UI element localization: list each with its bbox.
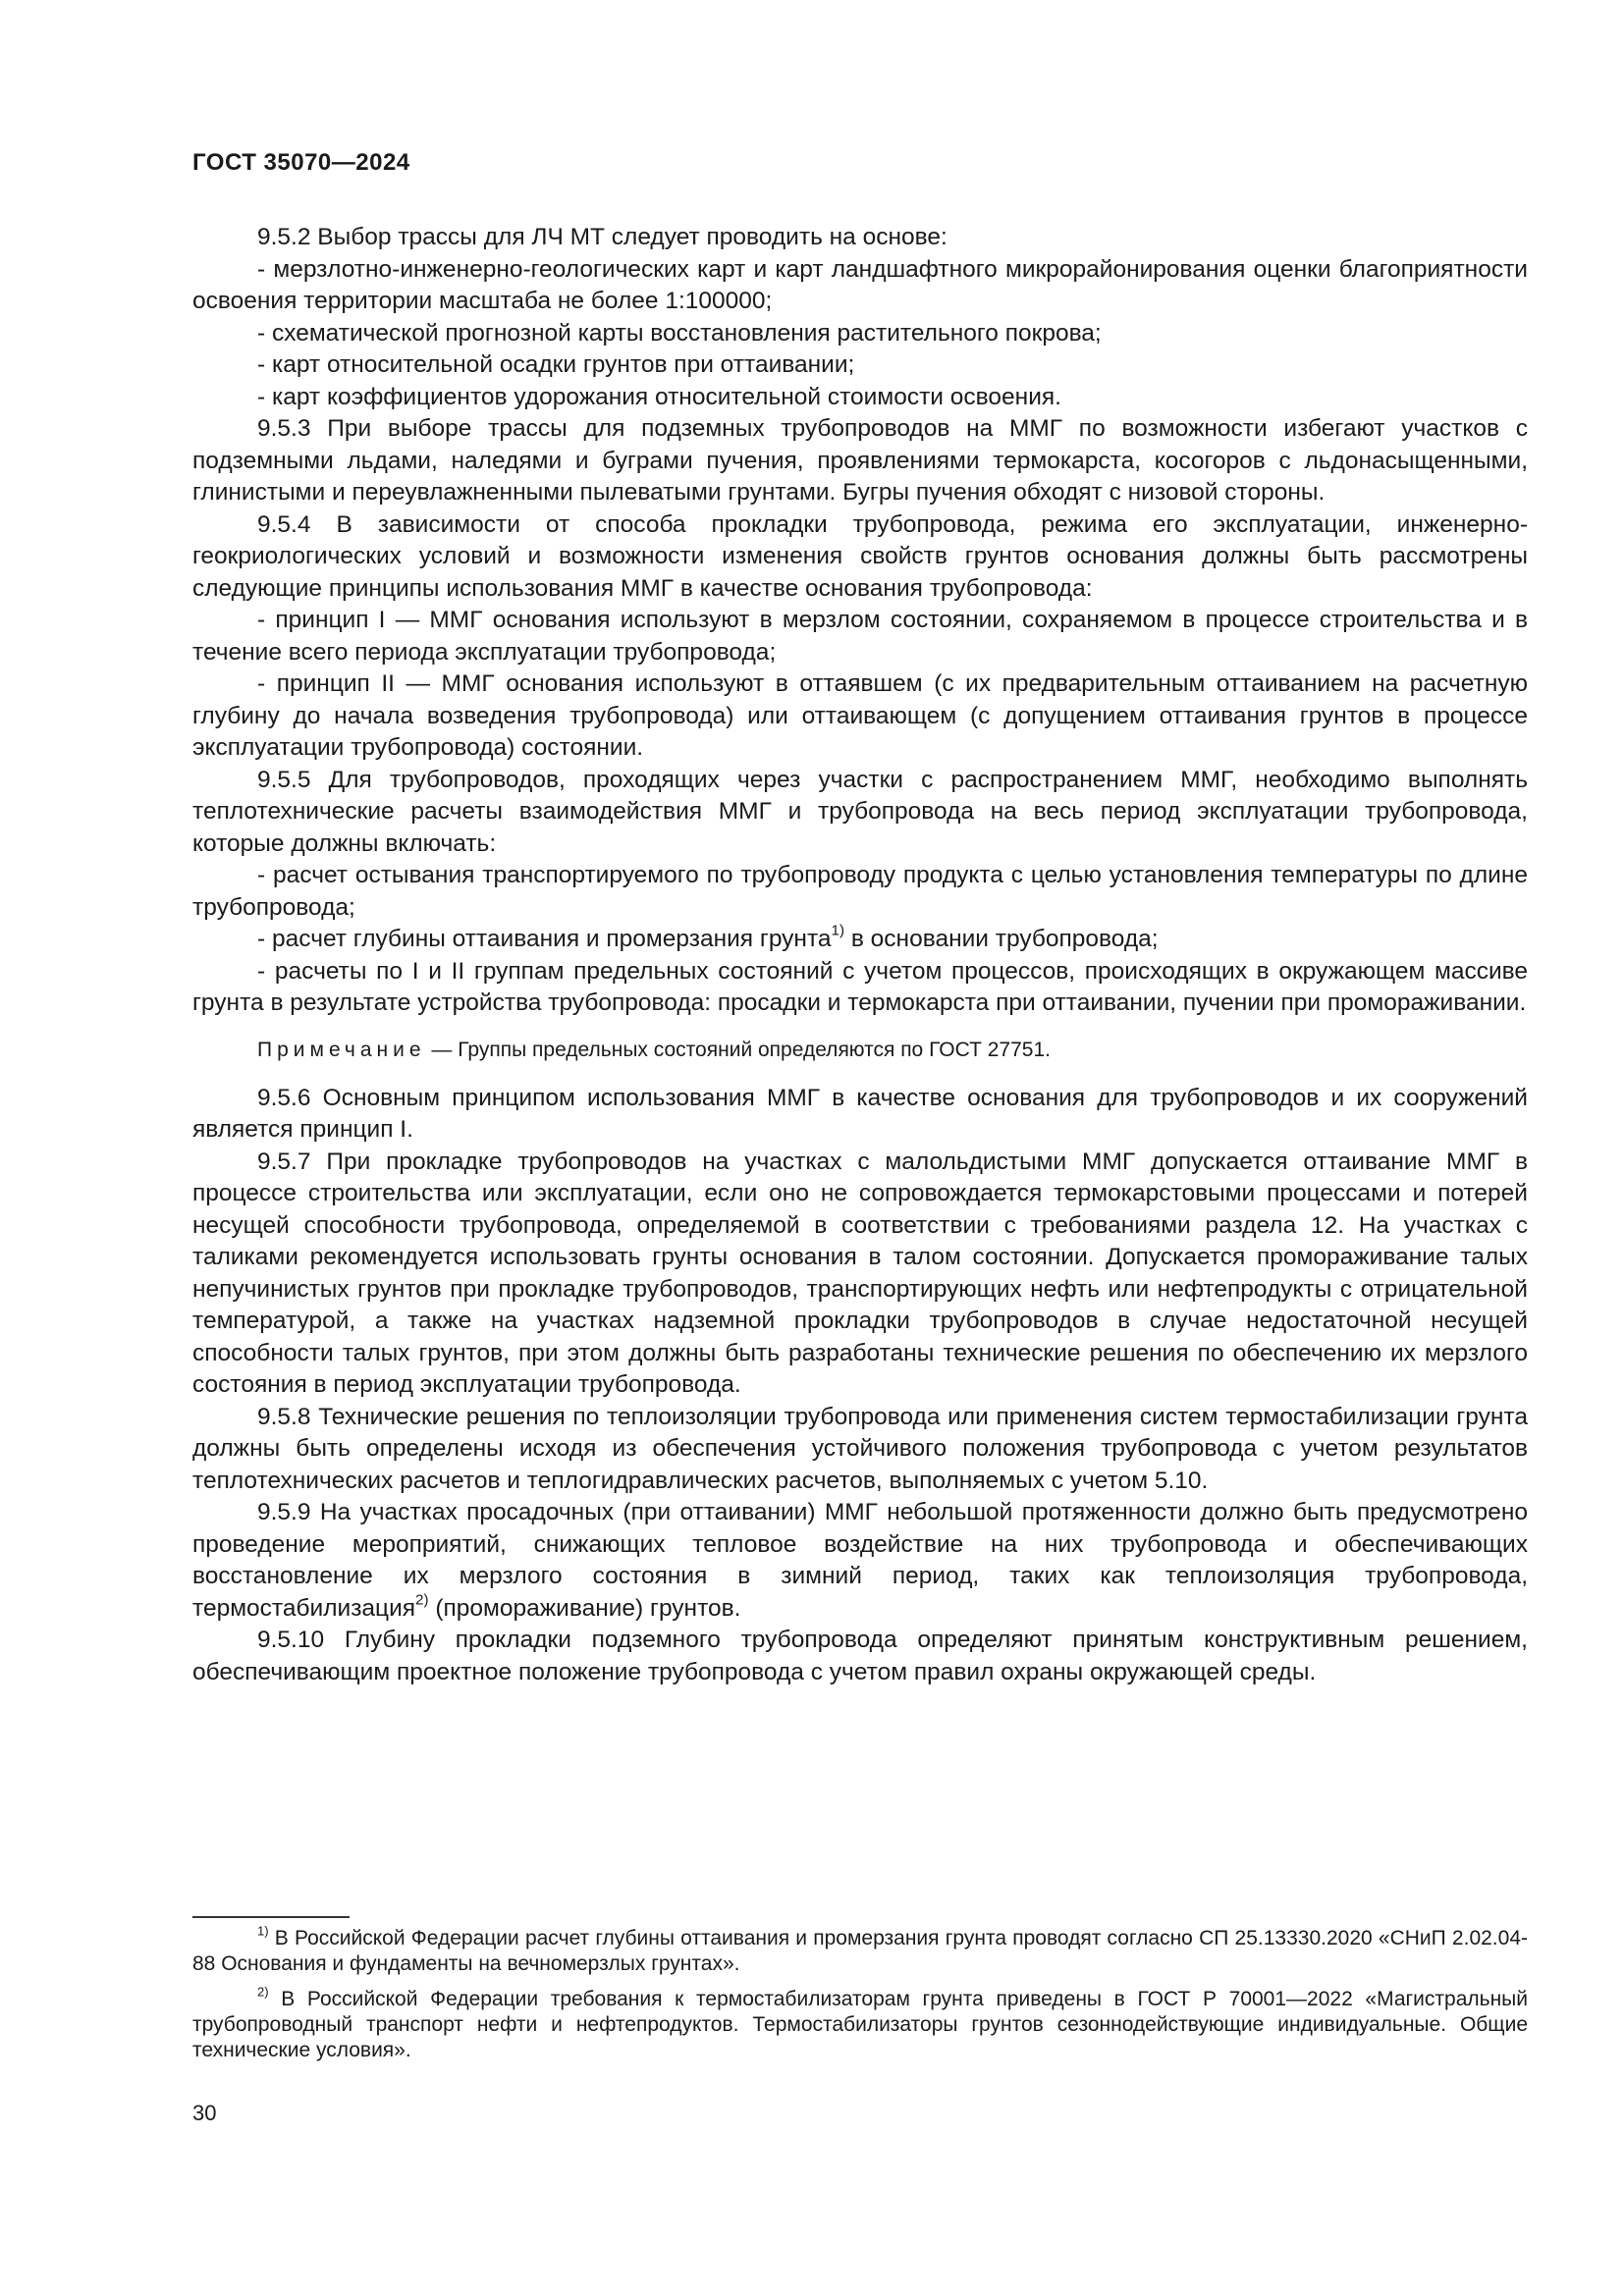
- paragraph: 9.5.4 В зависимости от способа прокладки трубопровода, режима его эксплуатации, инженерно-геокриологических условий и возможности изменения свойств грунтов основания должны быть рассмотрены следующие принципы использования ММГ в качестве основания трубопровода:: [192, 510, 1528, 602]
- footnote-reference[interactable]: 1): [831, 922, 845, 939]
- list-item: - расчеты по I и II группам предельных состояний с учетом процессов, происходящих в окружающем массиве грунта в результате устройства трубопровода: просадки и термокарста при оттаивании, пучении при промораживании.: [192, 957, 1528, 1016]
- footnote: [192, 1923, 1528, 1977]
- text-segment: 9.5.9 На участках просадочных (при оттаивании) ММГ небольшой протяженности должно быть предусмотрено проведение мероприятий, снижающих тепловое воздействие на них трубопровода и обеспечивающих восстановление их мерзлого состояния в зимний период, таких как теплоизоляция трубопровода, термостабилизация: [192, 1499, 1528, 1622]
- footnote-mark: 1): [257, 1923, 269, 1939]
- footnote-mark: 2): [257, 1984, 269, 2000]
- list-item: - карт относительной осадки грунтов при оттаивании;: [257, 351, 855, 378]
- paragraph: 9.5.8 Технические решения по теплоизоляции трубопровода или применения систем термостабилизации грунта должны быть определены исходя из обеспечения устойчивого положения трубопровода с учетом результатов теплотехнических расчетов и теплогидравлических расчетов, выполняемых с учетом 5.10.: [192, 1403, 1528, 1494]
- note-text: — Группы предельных состояний определяются по ГОСТ 27751.: [425, 1038, 1051, 1061]
- list-item: - мерзлотно-инженерно-геологических карт и карт ландшафтного микрорайонирования оценки благоприятности освоения территории масштаба не более 1:100000;: [192, 255, 1528, 314]
- footnote: [192, 1984, 1528, 2063]
- list-item: - карт коэффициентов удорожания относительной стоимости освоения.: [257, 383, 1061, 410]
- paragraph: 9.5.10 Глубину прокладки подземного трубопровода определяют принятым конструктивным решением, обеспечивающим проектное положение трубопровода с учетом правил охраны окружающей среды.: [192, 1627, 1528, 1685]
- text-segment: в основании трубопровода;: [844, 926, 1159, 952]
- main-text: [192, 222, 1528, 1688]
- footnotes: [192, 1923, 1528, 2073]
- list-item: - принцип II — ММГ основания используют в оттаявшем (с их предварительным оттаиванием на расчетную глубину до начала возведения трубопровода) или оттаивающем (с допущением оттаивания грунтов в процессе эксплуатации трубопровода) состоянии.: [192, 670, 1528, 761]
- paragraph: 9.5.5 Для трубопроводов, проходящих через участки с распространением ММГ, необходимо выполнять теплотехнические расчеты взаимодействия ММГ и трубопровода на весь период эксплуатации трубопровода, которые должны включать:: [192, 766, 1528, 857]
- list-item: - принцип I — ММГ основания используют в мерзлом состоянии, сохраняемом в процессе строительства и в течение всего периода эксплуатации трубопровода;: [192, 607, 1528, 666]
- footnote-text: В Российской Федерации расчет глубины оттаивания и промерзания грунта проводят согласно СП 25.13330.2020 «СНиП 2.02.04-88 Основания и фундаменты на вечномерзлых грунтах».: [192, 1927, 1528, 1975]
- text-segment: (промораживание) грунтов.: [428, 1594, 741, 1622]
- footnote-text: В Российской Федерации требования к термостабилизаторам грунта приведены в ГОСТ Р 70001—2022 «Магистральный трубопроводный транспорт нефти и нефтепродуктов. Термостабилизаторы грунтов сезоннодействующие индивидуальные. Общие технические условия».: [192, 1988, 1528, 2061]
- footnote-separator: [192, 1916, 350, 1918]
- paragraph: 9.5.2 Выбор трассы для ЛЧ МТ следует проводить на основе:: [257, 224, 947, 250]
- text-segment: - расчет глубины оттаивания и промерзания грунта: [257, 926, 832, 952]
- paragraph: 9.5.6 Основным принципом использования ММГ в качестве основания для трубопроводов и их сооружений является принцип I.: [192, 1084, 1528, 1143]
- list-item: - расчет остывания транспортируемого по трубопроводу продукта с целью установления температуры по длине трубопровода;: [192, 862, 1528, 921]
- list-item: - схематической прогнозной карты восстановления растительного покрова;: [257, 319, 1102, 347]
- note-label: Примечание: [257, 1038, 426, 1061]
- paragraph: [192, 1497, 1528, 1625]
- list-item: [192, 924, 1528, 956]
- note: [192, 1036, 1528, 1065]
- paragraph: 9.5.7 При прокладке трубопроводов на участках с малольдистыми ММГ допускается оттаивание ММГ в процессе строительства или эксплуатации, если оно не сопровождается термокарстовыми процессами и потерей несущей способности трубопровода, определяемой в соответствии с требованиями раздела 12. На участках с таликами рекомендуется использовать грунты основания в талом состоянии. Допускается промораживание талых непучинистых грунтов при прокладке трубопроводов, транспортирующих нефть или нефтепродукты с отрицательной температурой, а также на участках надземной прокладки трубопроводов в случае недостаточной несущей способности талых грунтов, при этом должны быть разработаны технические решения по обеспечению их мерзлого состояния в период эксплуатации трубопровода.: [192, 1148, 1528, 1398]
- footnote-reference[interactable]: 2): [415, 1591, 429, 1609]
- document-header: ГОСТ 35070—2024: [192, 149, 410, 176]
- page-number: 30: [192, 2101, 217, 2125]
- paragraph: 9.5.3 При выборе трассы для подземных трубопроводов на ММГ по возможности избегают участков с подземными льдами, наледями и буграми пучения, проявлениями термокарста, косогоров с льдонасыщенными, глинистыми и переувлажненными пылеватыми грунтами. Бугры пучения обходят с низовой стороны.: [192, 415, 1528, 506]
